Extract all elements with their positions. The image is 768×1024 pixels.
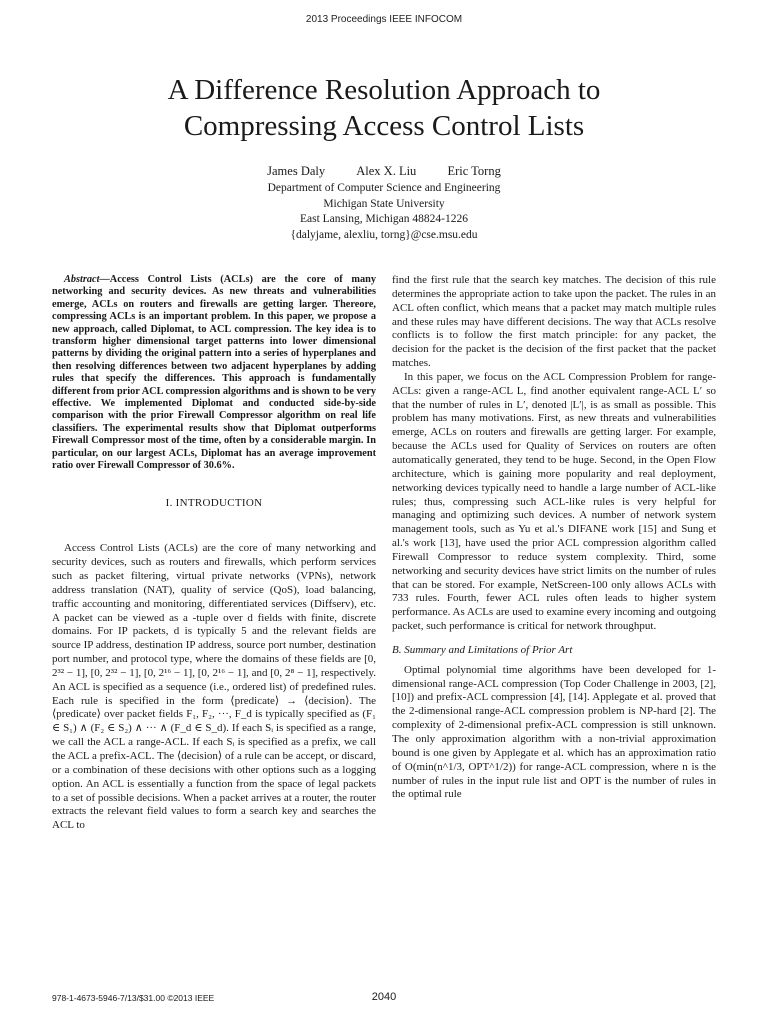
body-paragraph: find the first rule that the search key matches. The decision of this rule determines the appropriate action to take upon the packet. The rules in an ACL often conflict, which means that a packet may match multiple rules and these rules may have different decisions. The way that ACLs resolve conflicts is to follow the first match principle: for any packet, the decision for the packet is the decision of the first packet that the packet matches. <box>392 274 716 370</box>
right-column <box>392 274 716 802</box>
body-paragraph: In this paper, we focus on the ACL Compression Problem for range-ACLs: given a range-ACL L, find another equivalent range-ACL L′ so that the number of rules in L′, denoted |L′|, is as small as possible. This problem has many motivations. First, as new threats and vulnerabilities emerge, ACLs on routers and firewalls are getting larger. For example, because the ACLs used for Quality of Services on routers are often automatically generated, they tend to be huge. Second, in the Open Flow architecture, which is gaining more popularity and real deployment, networking devices typically need to handle a large number of ACL-like rules; thus, compressing such ACL-like rules is very helpful for managing and optimizing such devices. A number of network system management tools, such as Yu et al.'s DIFANE work [15] and Sung et al.'s work [13], have used the prior ACL compression algorithm called Firewall Compressor to reduce system complexity. Third, some networking and security devices have strict limits on the number of rules that can be stored. For example, NetScreen-100 only allows ACLs with 733 rules. Fourth, fewer ACL rules often leads to higher system performance. As ACLs are used to examine every incoming and outgoing packet, such performance is critical for network throughput. <box>392 370 716 633</box>
author-name: Alex X. Liu <box>356 164 417 178</box>
title-line-1: A Difference Resolution Approach to <box>167 74 601 106</box>
author-list <box>0 164 768 179</box>
title-line-2: Compressing Access Control Lists <box>183 110 585 142</box>
section-heading-introduction: I. INTRODUCTION <box>165 496 263 509</box>
page-number: 2040 <box>371 991 397 1003</box>
abstract-lead: Abstract— <box>64 274 110 285</box>
body-paragraph: Optimal polynomial time algorithms have been developed for 1-dimensional range-ACL compression (Top Coder Challenge in 2003, [2], [10]) and prefix-ACL compression [4], [14]. Applegate et al. proved that the 2-dimensional range-ACL compression problem is NP-hard [2]. The complexity of 2-dimensional prefix-ACL compression is still unknown. The only approximation algorithm with a non-trivial approximation bound is one given by Applegate et al. which has an approximation ratio of O(min(n^1/3, OPT^1/2)) for range-ACL compression, where n is the number of rules in the input rule list and OPT is the number of rules in the optimal rule <box>392 663 716 801</box>
left-column <box>52 274 376 833</box>
intro-paragraph: Access Control Lists (ACLs) are the core of many networking and security devices, such as routers and firewalls, which perform services such as packet filtering, virtual private networks (VPNs), network address translation (NAT), quality of service (QoS), load balancing, traffic accounting and monitoring, differentiated services (Diffserv), etc. A packet can be viewed as a -tuple over d fields with finite, discrete domains. For IP packets, d is typically 5 and the relevant fields are source IP address, destination IP address, source port number, destination port number, and protocol type, where the domains of these fields are [0, 2³² − 1], [0, 2³² − 1], [0, 2¹⁶ − 1], [0, 2¹⁶ − 1], and [0, 2⁸ − 1], respectively. An ACL is specified as a sequence (i.e., ordered list) of predefined rules. Each rule is specified in the form ⟨predicate⟩ → ⟨decision⟩. The ⟨predicate⟩ over packet fields F₁, F₂, ···, F_d is typically specified as (F₁ ∈ S₁) ∧ (F₂ ∈ S₂) ∧ ··· ∧ (F_d ∈ S_d). If each Sᵢ is specified as a range, we call the ACL a range-ACL. If each Sᵢ is specified as a prefix, we call the ACL a prefix-ACL. The ⟨decision⟩ of a rule can be accept, or discard, or a combination of these decisions with other options such as a logging option. An ACL is essentially a function from the space of legal packets to a set of possible decisions. When a packet arrives at a router, the router extracts the relevant field values to form a search key and searches the ACL to <box>52 542 376 832</box>
paper-title <box>60 72 708 144</box>
affiliation-email: {dalyjame, alexliu, torng}@cse.msu.edu <box>290 228 478 241</box>
affiliation <box>0 181 768 243</box>
affiliation-address: East Lansing, Michigan 48824-1226 <box>299 213 468 225</box>
abstract-text: Access Control Lists (ACLs) are the core of many networking and security devices. As new threats and vulnerabilities emerge, ACLs on routers and firewalls are getting larger. Thereore, compressing ACLs is an important problem. In this paper, we propose a new approach, called Diplomat, to ACL compression. The key idea is to transform higher dimensional target patterns into lower dimensional patterns by dividing the original pattern into a series of hyperplanes and then resolving differences between two adjacent hyperplanes by adding rules that specify the differences. This approach is fundamentally different from prior ACL compression algorithms and is shown to be very effective. We implemented Diplomat and conducted side-by-side comparison with the prior Firewall Compressor algorithm on real life classifiers. The experimental results show that Diplomat outperforms Firewall Compressor most of the time, often by a considerable margin. In particular, on our largest ACLs, Diplomat has an average improvement ratio over Firewall Compressor of 30.6%. <box>52 274 376 472</box>
abstract <box>52 274 376 473</box>
running-head: 2013 Proceedings IEEE INFOCOM <box>305 14 463 25</box>
footer-copyright: 978-1-4673-5946-7/13/$31.00 ©2013 IEEE <box>52 993 215 1003</box>
affiliation-univ: Michigan State University <box>323 197 445 210</box>
affiliation-dept: Department of Computer Science and Engineering <box>267 182 501 194</box>
author-name: James Daly <box>267 164 326 178</box>
subsection-heading-prior-art: B. Summary and Limitations of Prior Art <box>392 643 573 656</box>
author-name: Eric Torng <box>447 164 501 178</box>
